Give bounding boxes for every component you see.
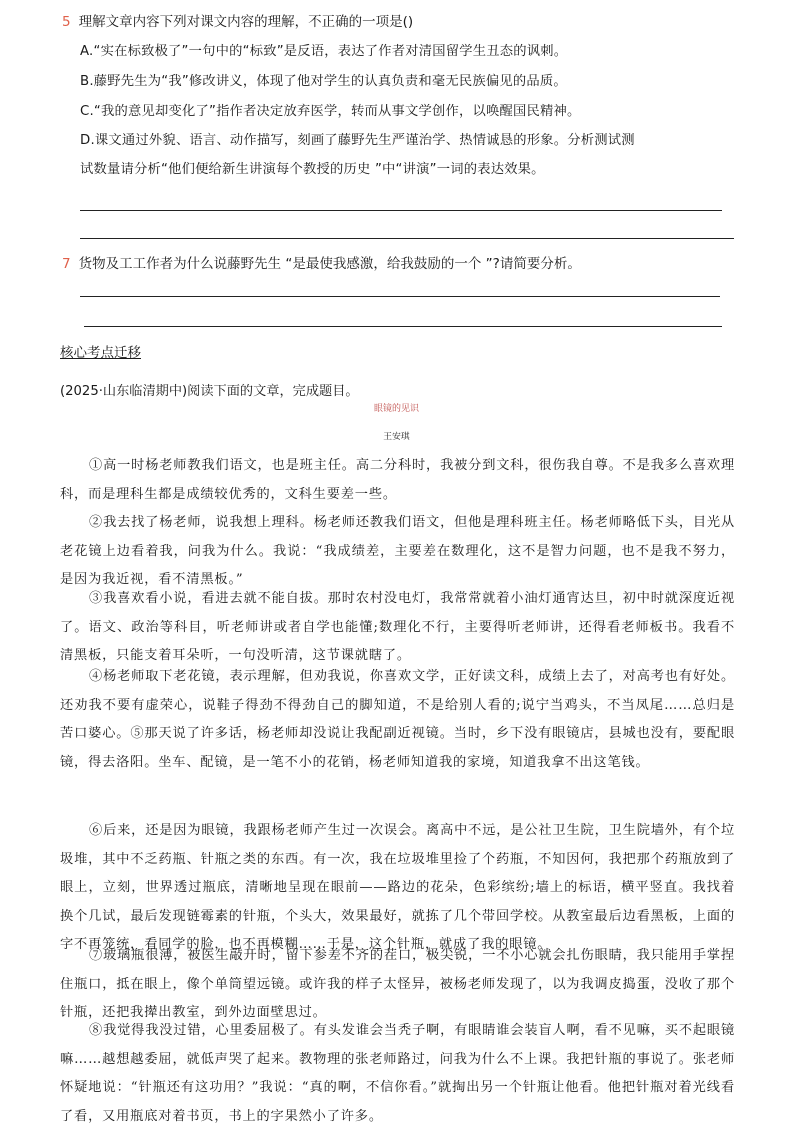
question-continuation: 试数量请分析“他们便给新生讲演每个教授的历史 ”中“讲演”一词的表达效果。 [80,162,545,177]
question-5-option-d: D.课文通过外貌、语言、动作描写，刻画了藤野先生严谨治学、热情诚恳的形象。分析测试测 [80,133,635,148]
answer-line[interactable] [80,296,720,297]
section-heading: 核心考点迁移 [60,345,141,361]
article-paragraph-3: ③我喜欢看小说，看进去就不能自拔。那时农村没电灯，我常常就着小油灯通宵达旦，初中时就深度近视了。语文、政治等科目，听老师讲或者自学也能懂;数理化不行，主要得听老师讲，还得看老师板书。我看不清黑板，只能支着耳朵听，一句没听清，这节课就瞎了。 [60,591,735,664]
question-5-option-b: B.藤野先生为“我”修改讲义，体现了他对学生的认真负责和毫无民族偏见的品质。 [80,74,567,89]
source-line: (2025·山东临清期中)阅读下面的文章，完成题目。 [60,384,359,399]
article-title: 眼镜的见识 [373,404,419,414]
article-paragraph-4: ④杨老师取下老花镜，表示理解，但劝我说，你喜欢文学，正好读文科，成绩上去了，对高考也有好处。还劝我不要有虚荣心，说鞋子得劲不得劲自己的脚知道，不是给别人看的;说宁当鸡头，不当凤尾……总归是苦口婆心。⑤那天说了许多话，杨老师却没说让我配副近视镜。当时，乡下没有眼镜店，县城也没有，要配眼镜，得去洛阳。坐车、配镜，是一笔不小的花销，杨老师知道我的家境，知道我拿不出这笔钱。 [60,669,735,770]
article-paragraph-8: ⑧我觉得我没过错，心里委屈极了。有头发谁会当秃子啊，有眼睛谁会装盲人啊，看不见嘛，买不起眼镜嘛……越想越委屈，就低声哭了起来。教物理的张老师路过，问我为什么不上课。我把针瓶的事说了。张老师怀疑地说：“针瓶还有这功用？”我说：“真的啊，不信你看。”就掏出另一个针瓶让他看。他把针瓶对着光线看了看，又用瓶底对着书页，书上的字果然小了许多。 [60,1023,735,1124]
answer-line[interactable] [80,238,734,239]
question-5-option-c: C.“我的意见却变化了”指作者决定放弃医学，转而从事文学创作，以唤醒国民精神。 [80,104,581,119]
answer-line[interactable] [80,210,722,211]
article-paragraph-7: ⑦玻璃瓶很薄，被医生敲开时，留下参差不齐的茬口，极尖锐，一不小心就会扎伤眼睛，我只能用手掌捏住瓶口，抵在眼上，像个单筒望远镜。或许我的样子太怪异，被杨老师发现了，以为我调皮捣蛋，没收了那个针瓶，还把我撵出教室，到外边面壁思过。 [60,948,735,1021]
question-5-option-a: A.“实在标致极了”一句中的“标致”是反语，表达了作者对清国留学生丑态的讽刺。 [80,44,568,59]
article-paragraph-2: ②我去找了杨老师，说我想上理科。杨老师还教我们语文，但他是理科班主任。杨老师略低下头，目光从老花镜上边看着我，问我为什么。我说：“我成绩差，主要差在数理化，这不是智力问题，也不是我不努力，是因为我近视，看不清黑板。” [60,515,735,588]
article-paragraph-1: ①高一时杨老师教我们语文，也是班主任。高二分科时，我被分到文科，很伤我自尊。不是我多么喜欢理科，而是理科生都是成绩较优秀的，文科生要差一些。 [60,458,735,502]
question-7-stem: 7 货物及工工作者为什么说藤野先生 “是最使我感激，给我鼓励的一个 ”?请简要分析。 [62,256,581,272]
article-author: 王安琪 [383,432,410,442]
article-paragraph-6: ⑥后来，还是因为眼镜，我跟杨老师产生过一次误会。离高中不远，是公社卫生院，卫生院墙外，有个垃圾堆，其中不乏药瓶、针瓶之类的东西。有一次，我在垃圾堆里捡了个药瓶，不知因何，我把那个药瓶放到了眼上，立刻，世界透过瓶底，清晰地呈现在眼前——路边的花朵，色彩缤纷;墙上的标语，横平竖直。我找着换个几试，最后发现链霉素的针瓶，个头大，效果最好，就拣了几个带回学校。从教室最后边看黑板，上面的字不再笼统，看同学的脸，也不再模糊……于是，这个针瓶，就成了我的眼镜。 [60,823,735,953]
answer-line[interactable] [84,326,722,327]
question-number: 7 [62,256,71,272]
question-5-stem: 5 理解文章内容下列对课文内容的理解，不正确的一项是() [62,14,414,30]
question-number: 5 [62,14,71,30]
